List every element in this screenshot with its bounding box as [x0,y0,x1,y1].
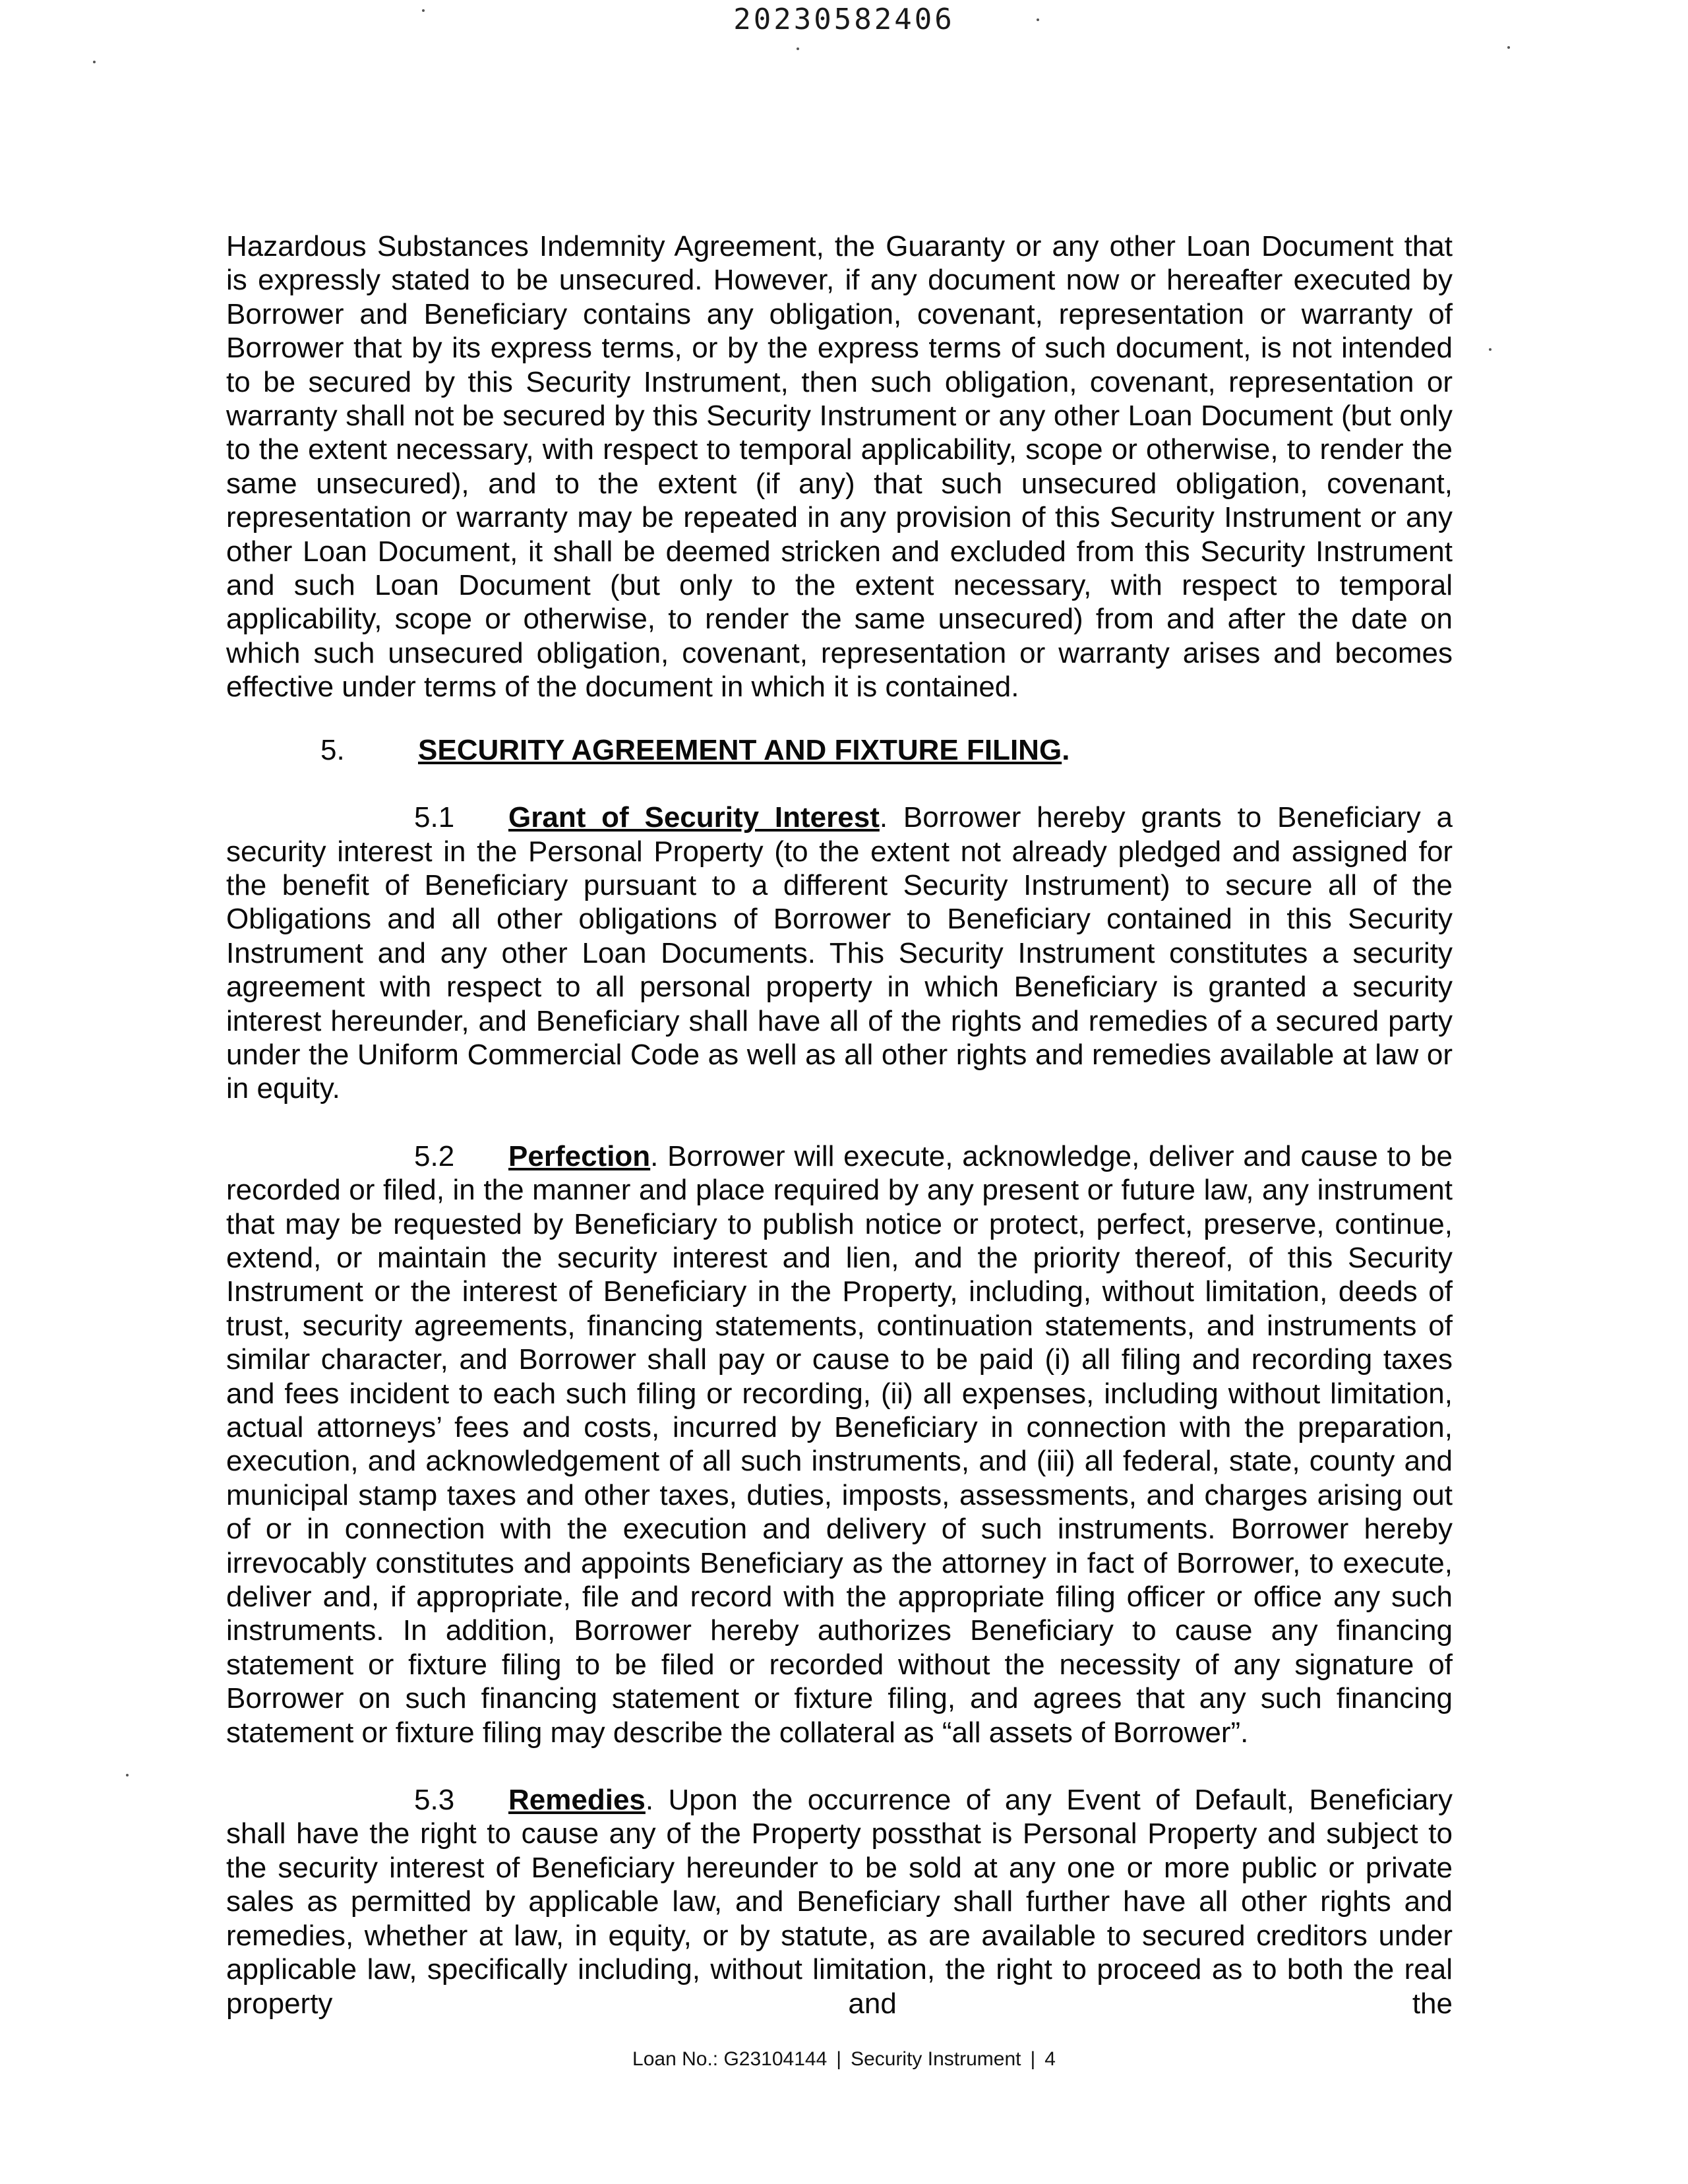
section-title: Remedies [508,1784,646,1817]
section-text: . Upon the occurrence of any Event of Default, Beneficiary shall have the right to cause any of the Property possthat is Personal Property and subject to the security interest of Beneficiary hereunder to be sold at any one or more public or private sales as permitted by applicable law, and Beneficiary shall further have all other rights and remedies, whether at law, in equity, or by statute, as are available to secured creditors under applicable law, specifically including, without limitation, the right to proceed as to both the real property and the [226,1784,1453,2020]
section-number: 5.3 [414,1784,455,1817]
scan-speck [1507,46,1510,49]
page-number: 4 [1044,2048,1056,2070]
section-heading-number: 5. [320,733,345,766]
scan-speck [126,1774,129,1776]
scan-speck [797,47,799,50]
section-heading-suffix: . [1062,733,1070,766]
section-5-2 [226,1139,1453,1749]
page-footer [0,2048,1688,2071]
scan-speck [1037,18,1039,21]
recording-number: 20230582406 [733,3,955,36]
section-number: 5.1 [414,801,455,834]
scan-speck [1489,348,1492,351]
section-heading [226,733,1453,767]
scan-speck [93,61,96,63]
scan-speck [422,9,425,12]
section-5-3 [226,1783,1453,2020]
document-body [226,229,1453,2020]
section-heading-title: SECURITY AGREEMENT AND FIXTURE FILING [418,733,1062,766]
section-title: Perfection [508,1139,651,1172]
footer-doc-title: Security Instrument [851,2048,1021,2070]
footer-separator: | [1030,2048,1036,2070]
loan-number: Loan No.: G23104144 [632,2048,828,2070]
section-text: . Borrower hereby grants to Beneficiary a security interest in the Personal Property (to the extent not already pledged and assigned for the benefit of Beneficiary pursuant to a different Security Instrument) to secure all of the Obligations and all other obligations of Borrower to Beneficiary contained in this Security Instrument and any other Loan Documents. This Security Instrument constitutes a security agreement with respect to all personal property in which Beneficiary is granted a security interest hereunder, and Beneficiary shall have all of the rights and remedies of a secured party under the Uniform Commercial Code as well as all other rights and remedies available at law or in equity. [226,801,1453,1105]
section-title: Grant of Security Interest [508,801,880,834]
section-number: 5.2 [414,1139,455,1172]
continuation-paragraph: Hazardous Substances Indemnity Agreement, the Guaranty or any other Loan Document that is expressly stated to be unsecured. However, if any document now or hereafter executed by Borrower and Beneficiary contains any obligation, covenant, representation or warranty of Borrower that by its express terms, or by the express terms of such document, is not intended to be secured by this Security Instrument, then such obligation, covenant, representation or warranty shall not be secured by this Security Instrument or any other Loan Document (but only to the extent necessary, with respect to temporal applicability, scope or otherwise, to render the same unsecured), and to the extent (if any) that such unsecured obligation, covenant, representation or warranty may be repeated in any provision of this Security Instrument or any other Loan Document, it shall be deemed stricken and excluded from this Security Instrument and such Loan Document (but only to the extent necessary, with respect to temporal applicability, scope or otherwise, to render the same unsecured) from and after the date on which such unsecured obligation, covenant, representation or warranty arises and becomes effective under terms of the document in which it is contained. [226,230,1453,704]
section-5-1 [226,801,1453,1106]
footer-separator: | [836,2048,842,2070]
section-text: . Borrower will execute, acknowledge, deliver and cause to be recorded or filed, in the manner and place required by any present or future law, any instrument that may be requested by Beneficiary to publish notice or protect, perfect, preserve, continue, extend, or maintain the security interest and lien, and the priority thereof, of this Security Instrument or the interest of Beneficiary in the Property, including, without limitation, deeds of trust, security agreements, financing statements, continuation statements, and instruments of similar character, and Borrower shall pay or cause to be paid (i) all filing and recording taxes and fees incident to each such filing or recording, (ii) all expenses, including without limitation, actual attorneys’ fees and costs, incurred by Beneficiary in connection with the preparation, execution, and acknowledgement of all such instruments, and (iii) all federal, state, county and municipal stamp taxes and other taxes, duties, imposts, assessments, and charges arising out of or in connection with the execution and delivery of such instruments. Borrower hereby irrevocably constitutes and appoints Beneficiary as the attorney in fact of Borrower, to execute, deliver and, if appropriate, file and record with the appropriate filing officer or office any such instruments. In addition, Borrower hereby authorizes Beneficiary to cause any financing statement or fixture filing to be filed or recorded without the necessity of any signature of Borrower on such financing statement or fixture filing, and agrees that any such financing statement or fixture filing may describe the collateral as “all assets of Borrower”. [226,1139,1453,1749]
